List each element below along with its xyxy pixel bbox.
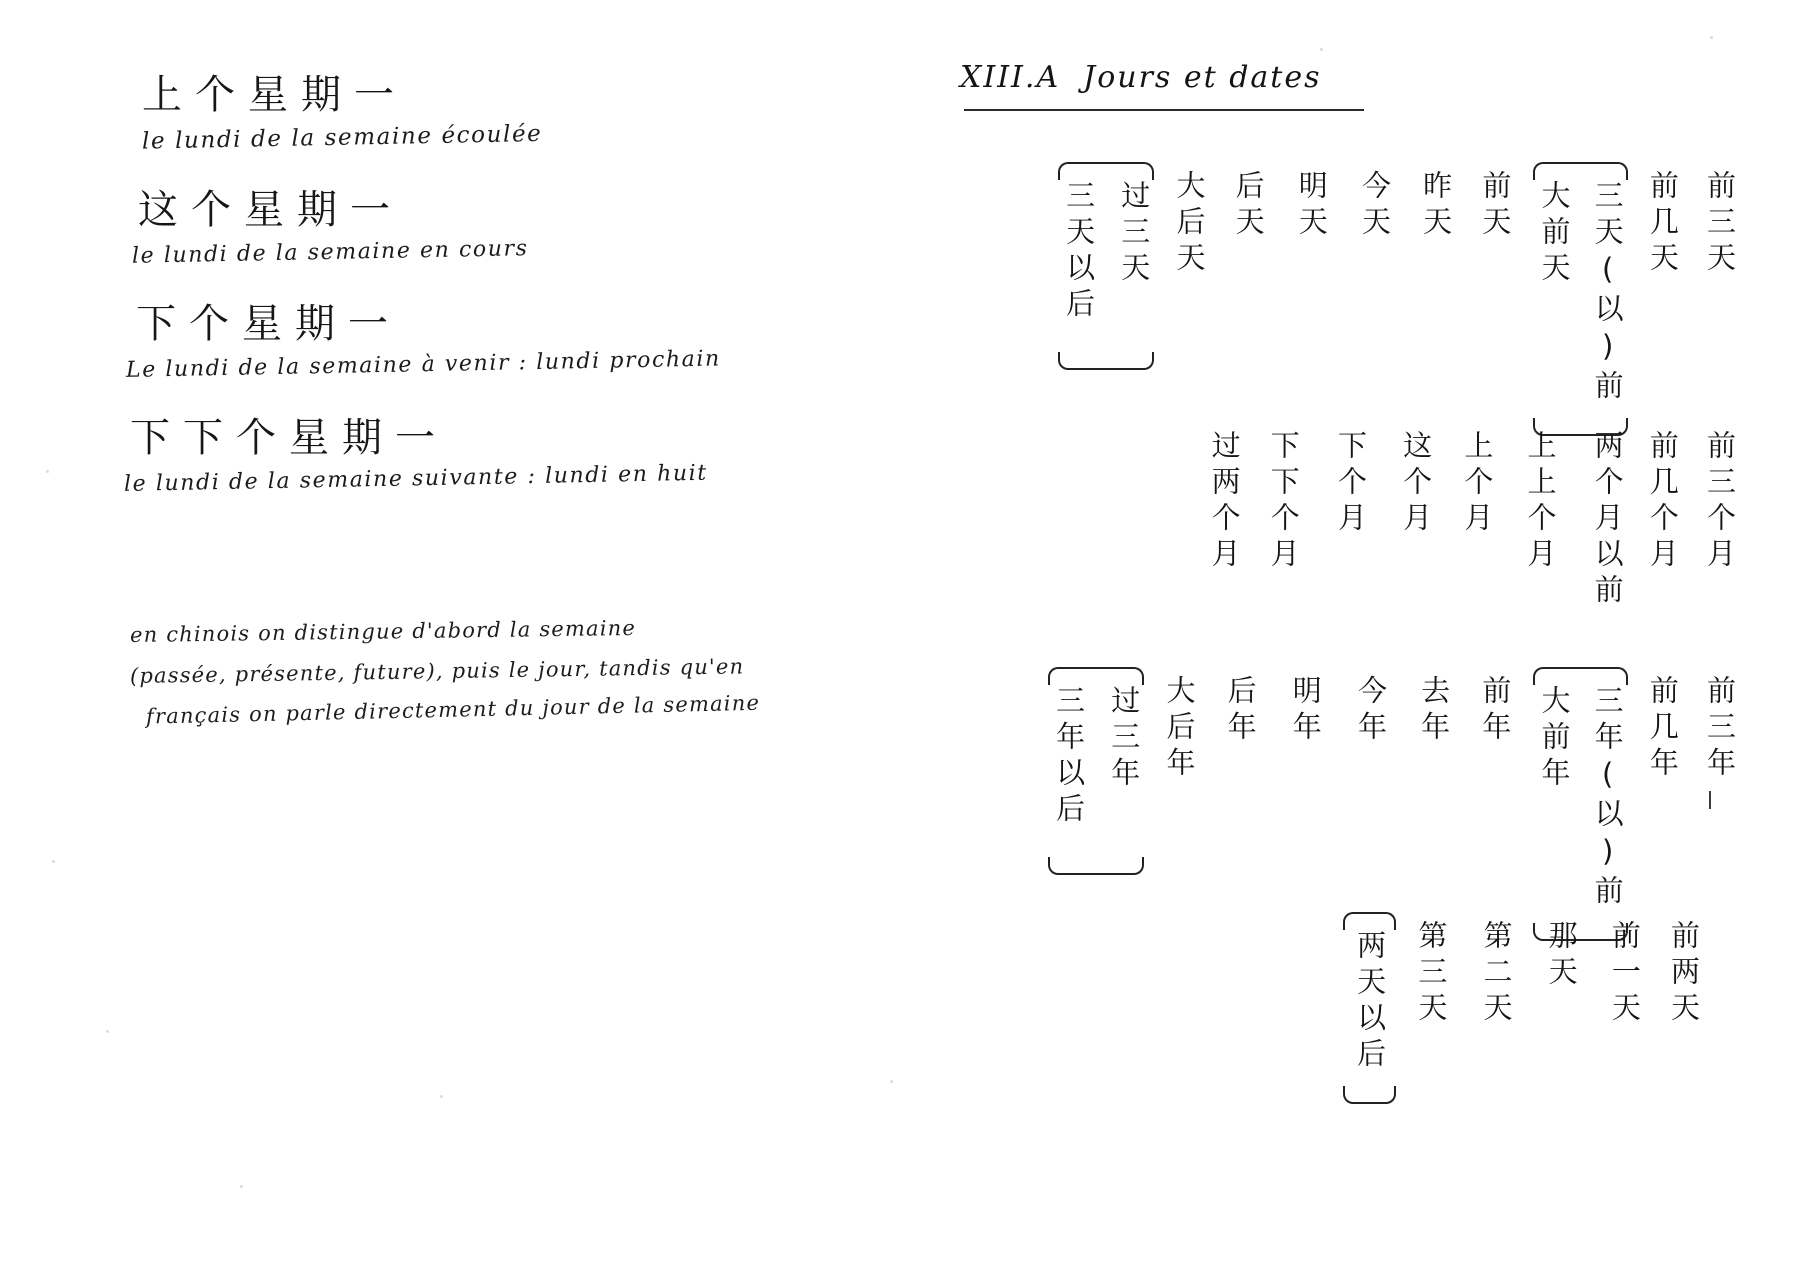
table-cell: 明天 [1294,170,1329,242]
column-group [1475,920,1516,1028]
table-cell: 三年(以)前 [1590,685,1625,911]
table-cell: 后年 [1223,675,1258,747]
chinese-headword: 下个星期一 [136,301,401,347]
column-group-brace-after [1048,675,1144,829]
column-group [1291,170,1332,242]
column-group [1415,170,1456,242]
brace-icon [1048,667,1144,685]
table-cell: 大后天 [1172,170,1207,278]
column-group [1330,430,1371,538]
column-group-brace-after [1058,170,1154,324]
column-group [1642,170,1683,278]
scan-speck [106,1030,109,1033]
table-cell: 今年 [1353,675,1388,747]
column-group [1168,170,1209,278]
table-row-extra [1331,920,1704,1074]
table-cell: 三天(以)前 [1590,180,1625,406]
table-cell: 第二天 [1479,920,1514,1028]
column-group [1474,170,1515,242]
table-cell: 大前天 [1537,180,1572,288]
column-group [1519,430,1560,574]
column-group [1263,430,1304,574]
scan-speck [1710,36,1713,39]
column-group [1604,920,1645,1028]
table-cell: 上上个月 [1523,430,1558,574]
note-line: (passée, présente, future), puis le jour, tandis qu'en [129,654,745,688]
table-cell: 上个月 [1460,430,1495,538]
table-cell: 两个月以前 [1590,430,1625,610]
vocab-entry [120,70,880,155]
table-cell: 这个月 [1399,430,1434,538]
french-gloss: le lundi de la semaine écoulée [141,120,543,155]
french-gloss: le lundi de la semaine suivante : lundi en huit [123,460,708,497]
section-heading: XIII.A Jours et dates [960,60,1322,95]
table-cell: 今天 [1357,170,1392,242]
brace-icon [1343,1086,1396,1104]
table-cell: 下个月 [1333,430,1368,538]
table-cell: 明年 [1288,675,1323,747]
column-group [1227,170,1268,242]
column-group [1203,430,1244,574]
column-group [1456,430,1497,538]
chinese-headword: 上个星期一 [142,72,407,118]
column-group [1663,920,1704,1028]
table-cell: 过三天 [1117,180,1152,288]
column-group [1474,675,1515,747]
column-group [1586,430,1627,610]
column-group-brace-before [1533,170,1627,406]
table-cell: 两天以后 [1353,930,1388,1074]
column-group [1642,430,1683,574]
french-gloss: le lundi de la semaine en cours [131,236,529,269]
table-cell: 前几年 [1645,675,1680,783]
table-row-years [1032,675,1740,911]
table-cell: 去年 [1417,675,1452,747]
chinese-headword: 这个星期一 [138,187,403,233]
brace-icon [1343,912,1396,930]
table-cell: 前几个月 [1645,430,1680,574]
table-cell: 大后年 [1162,675,1197,783]
vocab-entry [120,299,880,383]
column-group-brace-after [1349,920,1390,1074]
column-group [1285,675,1326,747]
table-cell: 三天以后 [1062,180,1097,324]
chinese-headword: 下下个星期一 [130,415,448,461]
column-group [1395,430,1436,538]
table-cell: 那天 [1544,920,1579,992]
explanatory-note [130,615,850,738]
table-cell: 昨天 [1419,170,1454,242]
brace-icon [1058,352,1154,370]
pen-tick [1709,791,1711,809]
table-cell: 第三天 [1414,920,1449,1028]
note-line: français on parle directement du jour de la semaine [145,690,761,729]
table-cell: 前一天 [1607,920,1642,1028]
note-line: en chinois on distingue d'abord la semaine [129,615,637,647]
column-group-brace-before [1533,675,1627,911]
vocab-entry [120,413,880,497]
column-group [1540,920,1581,992]
table-cell: 后天 [1231,170,1266,242]
scan-speck [240,1185,243,1188]
table-cell: 前年 [1478,675,1513,747]
table-cell: 前三天 [1703,170,1737,278]
french-gloss: Le lundi de la semaine à venir : lundi prochain [125,346,722,383]
left-column [120,70,880,527]
table-row-days [1042,170,1740,406]
column-group [1642,675,1683,783]
table-cell: 前天 [1478,170,1513,242]
scan-speck [1320,48,1323,51]
brace-icon [1058,162,1154,180]
column-group [1410,920,1451,1028]
column-group [1413,675,1454,747]
column-group [1699,430,1740,574]
table-cell: 过两个月 [1207,430,1242,574]
column-group [1158,675,1199,783]
right-column [960,60,1740,1240]
brace-icon [1533,162,1627,180]
table-cell: 前两天 [1667,920,1701,1028]
scan-speck [440,1095,443,1098]
column-group [1699,675,1740,783]
heading-underline [964,109,1364,111]
table-cell: 下下个月 [1266,430,1301,574]
column-group [1354,170,1395,242]
table-cell: 前几天 [1645,170,1680,278]
scan-speck [890,1080,893,1083]
table-cell: 三年以后 [1052,685,1087,829]
vocab-entry [120,185,880,269]
column-group [1699,170,1740,278]
brace-icon [1048,857,1144,875]
column-group [1350,675,1391,747]
table-cell: 前三年 [1703,675,1737,783]
scan-speck [52,860,55,863]
table-cell: 前三个月 [1703,430,1737,574]
column-group [1219,675,1260,747]
table-cell: 过三年 [1107,685,1142,793]
table-cell: 大前年 [1537,685,1572,793]
table-row-months [1187,430,1740,610]
brace-icon [1533,667,1627,685]
scan-speck [46,470,49,473]
